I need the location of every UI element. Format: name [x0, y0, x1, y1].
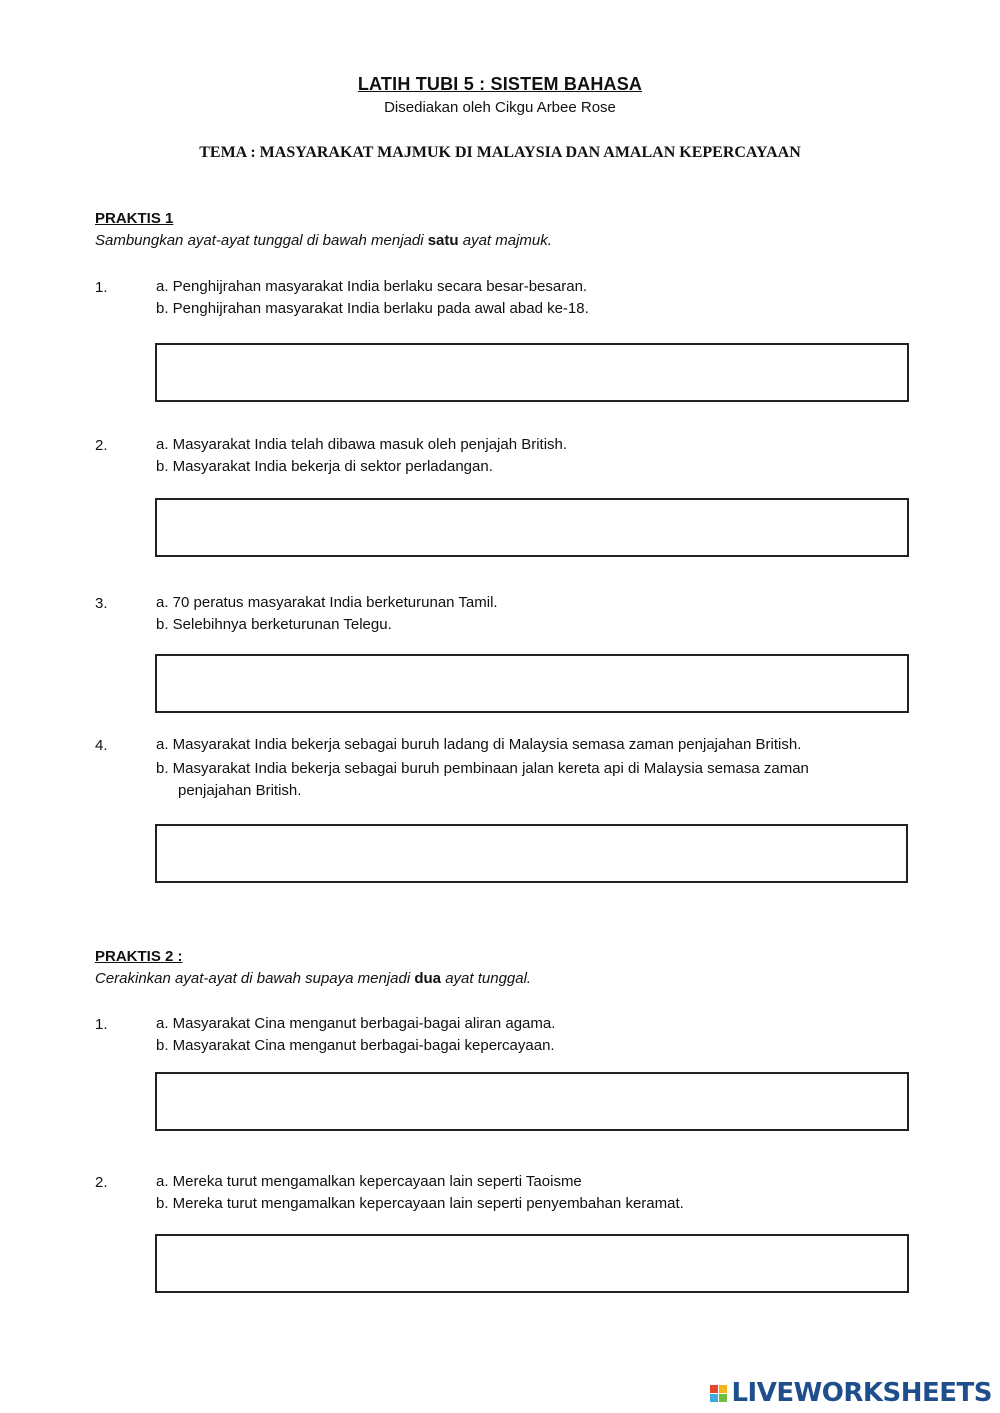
- question-sentence-a: a. Masyarakat Cina menganut berbagai-bagai aliran agama.: [156, 1015, 556, 1032]
- logo-square: [719, 1385, 727, 1393]
- logo-square: [710, 1394, 718, 1402]
- praktis-1-heading: PRAKTIS 1: [95, 210, 174, 227]
- question-sentence-a: a. Masyarakat India telah dibawa masuk oleh penjajah British.: [156, 436, 568, 453]
- question-sentence-b: b. Masyarakat India bekerja di sektor perladangan.: [156, 458, 493, 475]
- logo-text: LIVEWORKSHEETS: [731, 1378, 992, 1408]
- question-sentence-b: b. Selebihnya berketurunan Telegu.: [156, 616, 392, 633]
- question-number: 4.: [95, 737, 108, 754]
- logo-square: [710, 1385, 718, 1393]
- answer-box-p1-q3[interactable]: [155, 654, 909, 713]
- question-number: 2.: [95, 1174, 108, 1191]
- question-sentence-a: a. 70 peratus masyarakat India berketurunan Tamil.: [156, 594, 498, 611]
- praktis-1-instruction: Sambungkan ayat-ayat tunggal di bawah menjadi satu ayat majmuk.: [95, 232, 552, 249]
- answer-box-p1-q1[interactable]: [155, 343, 909, 402]
- praktis-2-instruction: Cerakinkan ayat-ayat di bawah supaya menjadi dua ayat tunggal.: [95, 970, 532, 987]
- question-number: 2.: [95, 437, 108, 454]
- question-number: 1.: [95, 1016, 108, 1033]
- question-number: 1.: [95, 279, 108, 296]
- logo-square: [719, 1394, 727, 1402]
- worksheet-theme: TEMA : MASYARAKAT MAJMUK DI MALAYSIA DAN AMALAN KEPERCAYAAN: [199, 144, 801, 161]
- question-sentence-a: a. Masyarakat India bekerja sebagai buruh ladang di Malaysia semasa zaman penjajahan British.: [156, 736, 802, 753]
- question-sentence-b: b. Masyarakat India bekerja sebagai buruh pembinaan jalan kereta api di Malaysia semasa zaman: [156, 760, 809, 777]
- question-sentence-a: a. Penghijrahan masyarakat India berlaku secara besar-besaran.: [156, 278, 588, 295]
- question-sentence-b: b. Masyarakat Cina menganut berbagai-bagai kepercayaan.: [156, 1037, 555, 1054]
- question-sentence-b-continued: penjajahan British.: [178, 782, 302, 799]
- worksheet-author: Disediakan oleh Cikgu Arbee Rose: [384, 99, 616, 116]
- question-sentence-b: b. Penghijrahan masyarakat India berlaku pada awal abad ke-18.: [156, 300, 589, 317]
- question-sentence-b: b. Mereka turut mengamalkan kepercayaan lain seperti penyembahan keramat.: [156, 1195, 684, 1212]
- logo-mark-icon: [710, 1385, 727, 1402]
- answer-box-p1-q2[interactable]: [155, 498, 909, 557]
- liveworksheets-logo: [710, 1378, 992, 1408]
- answer-box-p2-q2[interactable]: [155, 1234, 909, 1293]
- praktis-2-heading: PRAKTIS 2 :: [95, 948, 183, 965]
- answer-box-p1-q4[interactable]: [155, 824, 908, 883]
- worksheet-title: LATIH TUBI 5 : SISTEM BAHASA: [357, 74, 643, 94]
- answer-box-p2-q1[interactable]: [155, 1072, 909, 1131]
- question-number: 3.: [95, 595, 108, 612]
- question-sentence-a: a. Mereka turut mengamalkan kepercayaan lain seperti Taoisme: [156, 1173, 582, 1190]
